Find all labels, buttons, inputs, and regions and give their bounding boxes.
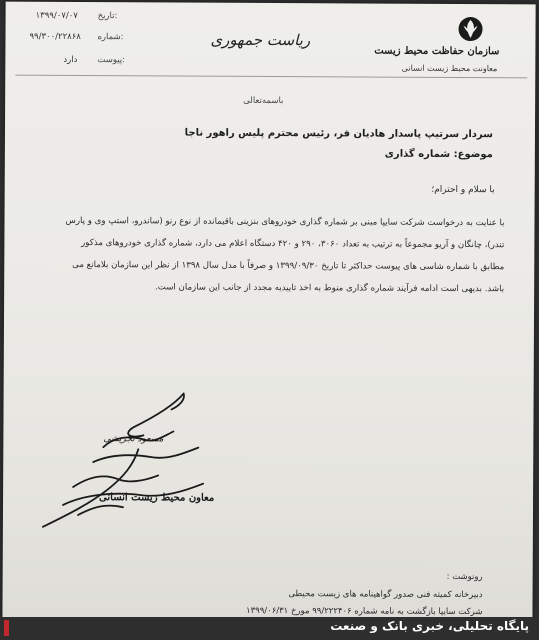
environment-org-logo-icon bbox=[457, 16, 483, 42]
org-name: سازمان حفاظت محیط زیست bbox=[374, 45, 500, 58]
cc-line-1: دبیرخانه کمیته فنی صدور گواهینامه های زیست محیطی bbox=[288, 589, 483, 601]
footer-accent bbox=[4, 620, 9, 636]
presidency-title: ریاست جمهوری bbox=[210, 30, 311, 50]
addressee: سردار سرتیپ پاسدار هادیان فر، رئیس محترم پلیس راهور ناجا bbox=[184, 127, 494, 141]
body-line-1: با عنایت به درخواست شرکت سایپا مبنی بر شماره گذاری خودروهای بنزینی باقیمانده از نوع رنو (ساندرو، استپ وی و پارس bbox=[65, 215, 505, 229]
subject: موضوع: شماره گذاری bbox=[384, 148, 493, 161]
cc-line-2: شرکت سایپا بازگشت به نامه شماره ۹۹/۲۲۲۴۰۶ مورخ ۱۳۹۹/۰۶/۳۱ bbox=[245, 605, 483, 618]
signature-title: معاون محیط زیست انسانی bbox=[99, 492, 215, 504]
letter-paper bbox=[2, 2, 535, 640]
invocation: باسمه‌تعالی bbox=[243, 95, 284, 107]
attachment-label: پیوست: bbox=[97, 55, 126, 66]
date-label: تاریخ: bbox=[97, 11, 118, 22]
number-value: ۹۹/۳۰۰/۲۲۸۶۸ bbox=[29, 31, 81, 43]
header-divider bbox=[15, 75, 527, 79]
org-subtitle: معاونت محیط زیست انسانی bbox=[401, 63, 498, 74]
date-value: ۱۳۹۹/۰۷/۰۷ bbox=[35, 10, 78, 21]
handwritten-signature bbox=[33, 387, 214, 538]
number-label: شماره: bbox=[97, 32, 124, 43]
greeting: با سلام و احترام؛ bbox=[431, 184, 495, 196]
body-line-3: مطابق با شماره شاسی های پیوست حداکثر تا تاریخ ۱۳۹۹/۰۹/۳۰ و صرفاً با مدل سال ۱۳۹۸ از نظر این سازمان بلامانع می bbox=[72, 259, 505, 273]
cc-label: رونوشت : bbox=[446, 571, 483, 583]
footer-caption: پایگاه تحلیلی، خبری بانک و صنعت bbox=[330, 619, 529, 633]
body-line-2: تندر)، چانگان و آریو مجموعاً به ترتیب به تعداد ۳۰۶۰، ۲۹۰ و ۴۲۰ دستگاه اعلام می دارد، شماره گذاری خودروهای مذکور bbox=[81, 238, 505, 251]
attachment-value: دارد bbox=[63, 54, 78, 65]
signature-name: مسعود تجریشی bbox=[103, 434, 164, 445]
body-line-4: باشد. بدیهی است ادامه فرآیند شماره گذاری منوط به اخذ تاییدیه مجدد از جانب این سازمان است. bbox=[155, 282, 505, 295]
